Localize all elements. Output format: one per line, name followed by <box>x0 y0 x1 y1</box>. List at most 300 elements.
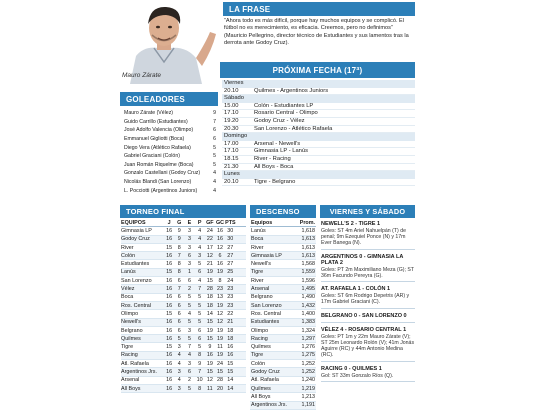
goleador-goals: 4 <box>213 187 216 194</box>
torneo-cell: 16 <box>206 352 213 359</box>
descenso-team: Arsenal <box>251 286 270 293</box>
goleador-row <box>124 135 216 144</box>
fecha-match-teams: River - Racing <box>254 155 291 162</box>
torneo-row <box>121 269 246 277</box>
torneo-cell: 16 <box>166 236 173 243</box>
goleador-goals: 5 <box>213 161 216 168</box>
descenso-promedio: 1,297 <box>301 335 315 342</box>
fecha-match-teams: Gimnasia LP - Lanús <box>254 148 309 155</box>
torneo-cell: 19 <box>217 327 224 334</box>
torneo-cell: 30 <box>227 236 234 243</box>
torneo-cell: 1 <box>187 269 191 276</box>
fecha-match-row <box>222 179 415 187</box>
torneo-cell: 5 <box>198 302 202 309</box>
torneo-cell: 24 <box>206 227 213 234</box>
proxima-fecha-list <box>222 80 415 186</box>
torneo-cell: Estudiantes <box>121 261 150 268</box>
torneo-cell: 12 <box>217 244 224 251</box>
torneo-row <box>121 368 246 376</box>
fecha-match-time: 21.30 <box>224 163 239 170</box>
torneo-cell: 7 <box>177 252 181 259</box>
torneo-cell: 21 <box>206 261 213 268</box>
descenso-team: San Lorenzo <box>251 302 282 309</box>
goleador-name: Emmanuel Gigliotti (Boca) <box>124 136 185 143</box>
goleador-row <box>124 126 216 135</box>
torneo-cell: 19 <box>217 269 224 276</box>
descenso-team: Belgrano <box>251 294 273 301</box>
goleador-goals: 5 <box>213 144 216 151</box>
descenso-header-row <box>250 219 316 227</box>
fecha-match-teams: Colón - Estudiantes LP <box>254 102 314 109</box>
fecha-match-time: 20.30 <box>224 125 239 132</box>
viernes-sabado-header: VIERNES Y SÁBADO <box>320 205 415 218</box>
fecha-match-time: 20.10 <box>224 87 239 94</box>
result-score: ARGENTINOS 0 - GIMNASIA LA PLATA 2 <box>321 253 404 266</box>
torneo-cell: Colón <box>121 252 136 259</box>
torneo-row <box>121 385 246 393</box>
torneo-cell: 3 <box>177 385 181 392</box>
goleador-name: Gabriel Graciani (Colón) <box>124 153 180 160</box>
descenso-promedio: 1,275 <box>301 352 315 359</box>
descenso-promedio: 1,568 <box>301 261 315 268</box>
torneo-cell: 16 <box>166 327 173 334</box>
torneo-cell: 5 <box>177 335 181 342</box>
torneo-cell: 9 <box>198 360 202 367</box>
descenso-promedio: 1,191 <box>301 402 315 409</box>
descenso-promedio: 1,383 <box>301 319 315 326</box>
descenso-promedio: 1,276 <box>301 344 315 351</box>
descenso-team: Olimpo <box>251 327 269 334</box>
torneo-row <box>121 244 246 252</box>
descenso-team: Ros. Central <box>251 310 281 317</box>
descenso-promedio: 1,213 <box>301 393 315 400</box>
torneo-row <box>121 294 246 302</box>
descenso-row <box>250 319 316 327</box>
torneo-cell: 5 <box>187 319 191 326</box>
torneo-cell: 2 <box>187 377 191 384</box>
descenso-row <box>250 360 316 368</box>
torneo-cell: 14 <box>227 377 234 384</box>
result-block <box>321 366 415 382</box>
goleador-row <box>124 143 216 152</box>
proxima-fecha-header: PRÓXIMA FECHA (17ª) <box>220 62 415 78</box>
descenso-row <box>250 368 316 376</box>
torneo-cell: 15 <box>227 360 234 367</box>
result-block <box>321 327 415 362</box>
torneo-row <box>121 327 246 335</box>
torneo-cell: 15 <box>206 277 213 284</box>
fecha-match-teams: Tigre - Belgrano <box>254 178 296 185</box>
fecha-match-teams: Arsenal - Newell's <box>254 140 301 147</box>
fecha-match-row <box>222 156 415 164</box>
goleador-row <box>124 186 216 195</box>
descenso-row <box>250 385 316 393</box>
torneo-cell: 9 <box>208 344 212 351</box>
torneo-cell: 5 <box>187 294 191 301</box>
descenso-team: River <box>251 277 264 284</box>
descenso-row <box>250 310 316 318</box>
fecha-match-row <box>222 126 415 134</box>
descenso-team: Godoy Cruz <box>251 368 280 375</box>
torneo-cell: 16 <box>217 261 224 268</box>
torneo-cell: 28 <box>206 286 213 293</box>
goleador-goals: 9 <box>213 110 216 117</box>
frase-quote: “Ahora todo es más difícil, porque hay muchos equipos y se complicó. El fútbol no es merecimiento, es eficacia. Creemos, pero no definimos” (Mauricio Pellegrino, director técnico de Estudiantes y sus lamentos tras la derrota ante Godoy Cruz). <box>224 18 409 46</box>
torneo-cell: 15 <box>166 344 173 351</box>
fecha-match-row <box>222 88 415 96</box>
descenso-team: River <box>251 244 264 251</box>
descenso-team: Colón <box>251 360 266 367</box>
fecha-match-row <box>222 148 415 156</box>
torneo-cell: 12 <box>206 377 213 384</box>
torneo-cell: 23 <box>217 286 224 293</box>
descenso-promedio: 1,324 <box>301 327 315 334</box>
torneo-cell: 5 <box>198 294 202 301</box>
torneo-cell: 6 <box>198 335 202 342</box>
descenso-row <box>250 352 316 360</box>
torneo-cell: 28 <box>217 377 224 384</box>
torneo-cell: River <box>121 244 134 251</box>
torneo-cell: 4 <box>198 244 202 251</box>
fecha-match-teams: Rosario Central - Olimpo <box>254 110 318 117</box>
torneo-cell: Lanús <box>121 269 136 276</box>
goleador-name: José Adolfo Valencia (Olimpo) <box>124 127 194 134</box>
descenso-team: Lanús <box>251 227 266 234</box>
torneo-cell: Ros. Central <box>121 302 151 309</box>
torneo-cell: 19 <box>217 302 224 309</box>
torneo-cell: 4 <box>177 352 181 359</box>
torneo-cell: San Lorenzo <box>121 277 152 284</box>
torneo-cell: 15 <box>166 310 173 317</box>
torneo-cell: 8 <box>177 244 181 251</box>
torneo-cell: 15 <box>206 335 213 342</box>
torneo-cell: 22 <box>206 236 213 243</box>
torneo-cell: 19 <box>217 352 224 359</box>
torneo-cell: 6 <box>177 327 181 334</box>
goleador-row <box>124 152 216 161</box>
torneo-cell: 6 <box>198 327 202 334</box>
descenso-promedio: 1,559 <box>301 269 315 276</box>
result-score: BELGRANO 0 - SAN LORENZO 0 <box>321 312 407 319</box>
torneo-cell: 24 <box>227 277 234 284</box>
viernes-sabado-results <box>321 221 415 386</box>
torneo-cell: 4 <box>177 360 181 367</box>
torneo-cell: 16 <box>166 277 173 284</box>
descenso-header: DESCENSO <box>250 205 316 218</box>
torneo-cell: 16 <box>217 236 224 243</box>
goleador-goals: 4 <box>213 170 216 177</box>
descenso-row <box>250 294 316 302</box>
torneo-cell: 6 <box>177 319 181 326</box>
torneo-cell: 18 <box>227 335 234 342</box>
torneo-cell: 7 <box>198 368 202 375</box>
torneo-cell: 16 <box>166 286 173 293</box>
torneo-cell: 16 <box>166 302 173 309</box>
result-score: RACING 0 - QUILMES 1 <box>321 365 382 372</box>
torneo-cell: 5 <box>198 261 202 268</box>
torneo-cell: 11 <box>207 385 213 392</box>
fecha-day-label: Domingo <box>222 133 415 141</box>
result-block <box>321 254 415 282</box>
descenso-team: All Boys <box>251 393 271 400</box>
result-detail: Goles: PT 1m y 22m Mauro Zárate (V); ST 25m Leonardo Rolón (V); 41m Jonás Aguirre (RC) y 44m Antonio Medina (RC). <box>321 333 415 359</box>
goleador-row <box>124 169 216 178</box>
fecha-day-label: Lunes <box>222 171 415 179</box>
torneo-cell: 8 <box>218 277 222 284</box>
torneo-cell: 16 <box>217 227 224 234</box>
torneo-final-table <box>121 219 246 393</box>
torneo-row <box>121 227 246 235</box>
fecha-match-row <box>222 118 415 126</box>
torneo-cell: 16 <box>166 227 173 234</box>
torneo-row <box>121 343 246 351</box>
descenso-team: Racing <box>251 335 268 342</box>
torneo-cell: 3 <box>187 360 191 367</box>
torneo-cell: 3 <box>177 344 181 351</box>
torneo-cell: 19 <box>206 269 213 276</box>
descenso-promedio: 1,240 <box>301 377 315 384</box>
descenso-row <box>250 343 316 351</box>
torneo-cell: Arsenal <box>121 377 140 384</box>
torneo-cell: 16 <box>227 352 234 359</box>
torneo-cell: 8 <box>198 352 202 359</box>
descenso-row <box>250 260 316 268</box>
fecha-match-row <box>222 164 415 172</box>
torneo-cell: 15 <box>166 269 173 276</box>
torneo-cell: 16 <box>166 294 173 301</box>
descenso-row <box>250 402 316 410</box>
descenso-team: Boca <box>251 236 264 243</box>
torneo-cell: Gimnasia LP <box>121 227 152 234</box>
torneo-cell: 23 <box>227 302 234 309</box>
descenso-team: Gimnasia LP <box>251 252 282 259</box>
torneo-cell: 30 <box>227 227 234 234</box>
torneo-row <box>121 277 246 285</box>
torneo-column-header: G <box>177 219 182 226</box>
goleador-name: Juan Román Riquelme (Boca) <box>124 161 194 168</box>
torneo-cell: 5 <box>187 302 191 309</box>
torneo-cell: 19 <box>206 327 213 334</box>
torneo-cell: 19 <box>206 360 213 367</box>
descenso-promedio: 1,219 <box>301 385 315 392</box>
torneo-row <box>121 360 246 368</box>
descenso-row <box>250 269 316 277</box>
descenso-team: Atl. Rafaela <box>251 377 279 384</box>
fecha-day-label: Viernes <box>222 80 415 88</box>
torneo-cell: 5 <box>198 319 202 326</box>
torneo-column-header: PTS <box>225 219 236 226</box>
torneo-cell: 18 <box>206 294 213 301</box>
torneo-cell: 18 <box>206 302 213 309</box>
torneo-cell: 6 <box>187 368 191 375</box>
torneo-cell: 27 <box>227 244 234 251</box>
torneo-row <box>121 352 246 360</box>
result-detail: Gol: ST 33m Gonzalo Ríos (Q). <box>321 372 394 379</box>
fecha-match-row <box>222 103 415 111</box>
torneo-cell: 6 <box>198 269 202 276</box>
descenso-promedio: 1,613 <box>301 252 315 259</box>
goleador-goals: 4 <box>213 179 216 186</box>
torneo-cell: 3 <box>187 327 191 334</box>
fecha-match-time: 15.00 <box>224 102 239 109</box>
torneo-row <box>121 310 246 318</box>
descenso-team: Estudiantes <box>251 319 280 326</box>
torneo-cell: 5 <box>198 310 202 317</box>
descenso-team: Newell's <box>251 261 271 268</box>
result-score: AT. RAFAELA 1 - COLÓN 1 <box>321 286 391 293</box>
goleador-name: L. Pocciotti (Argentinos Juniors) <box>124 187 198 194</box>
torneo-cell: 5 <box>187 385 191 392</box>
torneo-cell: 16 <box>166 261 173 268</box>
goleadores-list <box>124 109 216 195</box>
torneo-cell: 3 <box>187 261 191 268</box>
torneo-row <box>121 377 246 385</box>
descenso-row <box>250 236 316 244</box>
torneo-cell: 16 <box>166 377 173 384</box>
descenso-row <box>250 285 316 293</box>
torneo-cell: 27 <box>227 261 234 268</box>
torneo-cell: 4 <box>198 227 202 234</box>
torneo-cell: 3 <box>177 368 181 375</box>
goleador-goals: 5 <box>213 153 216 160</box>
fecha-match-teams: Godoy Cruz - Vélez <box>254 117 305 124</box>
torneo-cell: 12 <box>217 310 224 317</box>
goleador-row <box>124 118 216 127</box>
descenso-team: Argentinos Jrs. <box>251 402 287 409</box>
torneo-cell: 23 <box>227 294 234 301</box>
fecha-match-teams: Quilmes - Argentinos Juniors <box>254 87 329 94</box>
fecha-match-time: 17.00 <box>224 140 239 147</box>
torneo-cell: 23 <box>227 286 234 293</box>
torneo-cell: 4 <box>198 236 202 243</box>
torneo-cell: Quilmes <box>121 335 141 342</box>
descenso-promedio: 1,490 <box>301 294 315 301</box>
torneo-cell: 3 <box>187 244 191 251</box>
frase-header: LA FRASE <box>223 2 415 16</box>
torneo-cell: 18 <box>227 327 234 334</box>
torneo-cell: Vélez <box>121 286 135 293</box>
descenso-row <box>250 327 316 335</box>
fecha-match-teams: San Lorenzo - Atlético Rafaela <box>254 125 333 132</box>
descenso-column-header: Prom. <box>299 219 315 226</box>
torneo-cell: 7 <box>198 286 202 293</box>
torneo-cell: 8 <box>177 269 181 276</box>
result-block <box>321 286 415 308</box>
goleador-goals: 6 <box>213 127 216 134</box>
descenso-row <box>250 302 316 310</box>
goleador-row <box>124 109 216 118</box>
torneo-cell: 15 <box>227 368 234 375</box>
torneo-cell: 6 <box>187 252 191 259</box>
torneo-cell: Argentinos Jrs. <box>121 368 157 375</box>
fecha-match-teams: All Boys - Boca <box>254 163 294 170</box>
torneo-cell: 15 <box>166 244 173 251</box>
descenso-row <box>250 377 316 385</box>
torneo-row <box>121 252 246 260</box>
descenso-row <box>250 393 316 401</box>
torneo-cell: Belgrano <box>121 327 143 334</box>
fecha-match-time: 20.10 <box>224 178 239 185</box>
torneo-cell: 8 <box>198 385 202 392</box>
torneo-cell: 3 <box>187 236 191 243</box>
fecha-match-time: 17.10 <box>224 110 239 117</box>
torneo-cell: 6 <box>177 277 181 284</box>
fecha-match-row <box>222 141 415 149</box>
descenso-table <box>250 219 316 410</box>
goleador-row <box>124 161 216 170</box>
fecha-day-label: Sábado <box>222 95 415 103</box>
torneo-cell: 16 <box>166 252 173 259</box>
torneo-cell: Boca <box>121 294 134 301</box>
goleador-goals: 7 <box>213 118 216 125</box>
descenso-promedio: 1,613 <box>301 236 315 243</box>
torneo-column-header: GC <box>215 219 225 226</box>
fecha-match-time: 18.15 <box>224 155 239 162</box>
torneo-cell: 15 <box>217 368 224 375</box>
descenso-promedio: 1,252 <box>301 368 315 375</box>
descenso-team: Quilmes <box>251 385 271 392</box>
torneo-cell: 16 <box>227 344 234 351</box>
torneo-cell: 6 <box>177 310 181 317</box>
torneo-cell: 15 <box>206 368 213 375</box>
torneo-cell: 11 <box>217 344 223 351</box>
torneo-cell: 4 <box>187 352 191 359</box>
torneo-cell: Newell's <box>121 319 141 326</box>
descenso-promedio: 1,596 <box>301 277 315 284</box>
torneo-column-header: E <box>187 219 192 226</box>
torneo-cell: 21 <box>227 319 234 326</box>
torneo-row <box>121 236 246 244</box>
torneo-cell: 6 <box>218 252 222 259</box>
descenso-row <box>250 335 316 343</box>
goleador-name: Gonzalo Castellani (Godoy Cruz) <box>124 170 201 177</box>
torneo-cell: 6 <box>177 294 181 301</box>
torneo-cell: Racing <box>121 352 138 359</box>
torneo-cell: 4 <box>198 277 202 284</box>
torneo-cell: 25 <box>227 269 234 276</box>
torneo-cell: 19 <box>217 335 224 342</box>
descenso-column-header: Equipos <box>251 219 273 226</box>
torneo-cell: 16 <box>166 335 173 342</box>
torneo-cell: 6 <box>177 302 181 309</box>
goleador-row <box>124 178 216 187</box>
torneo-cell: 16 <box>166 319 173 326</box>
goleador-name: Diego Vera (Atlético Rafaela) <box>124 144 191 151</box>
torneo-cell: 3 <box>198 252 202 259</box>
torneo-cell: 8 <box>177 261 181 268</box>
torneo-cell: Atl. Rafaela <box>121 360 149 367</box>
torneo-cell: 14 <box>227 385 234 392</box>
torneo-cell: 4 <box>177 377 181 384</box>
torneo-cell: 22 <box>227 310 234 317</box>
torneo-cell: 17 <box>206 244 213 251</box>
torneo-cell: 16 <box>166 352 173 359</box>
torneo-row <box>121 319 246 327</box>
torneo-cell: 15 <box>206 319 213 326</box>
torneo-cell: 7 <box>187 344 191 351</box>
torneo-cell: 12 <box>217 319 224 326</box>
torneo-cell: 27 <box>227 252 234 259</box>
torneo-cell: 9 <box>177 227 181 234</box>
torneo-cell: 10 <box>196 377 203 384</box>
descenso-row <box>250 227 316 235</box>
torneo-cell: 5 <box>198 344 202 351</box>
torneo-row <box>121 260 246 268</box>
goleador-name: Nicolás Blandi (San Lorenzo) <box>124 179 192 186</box>
descenso-row <box>250 252 316 260</box>
descenso-row <box>250 244 316 252</box>
torneo-cell: 3 <box>187 227 191 234</box>
